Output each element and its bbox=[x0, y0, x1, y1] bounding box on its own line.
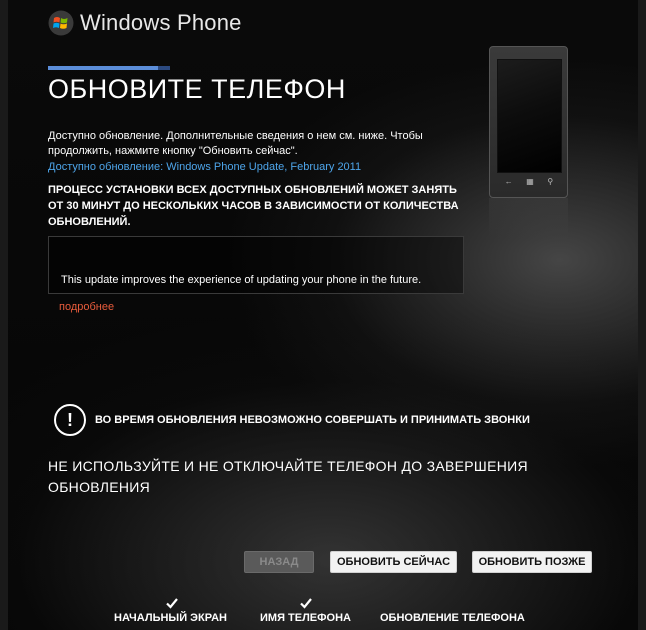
duration-warning: ПРОЦЕСС УСТАНОВКИ ВСЕХ ДОСТУПНЫХ ОБНОВЛЕНИЙ МОЖЕТ ЗАНЯТЬ ОТ 30 МИНУТ ДО НЕСКОЛЬКИХ ЧАСОВ В ЗАВИСИМОСТИ ОТ КОЛИЧЕСТВА ОБНОВЛЕНИЙ. bbox=[48, 184, 459, 228]
window-border-right bbox=[638, 0, 646, 630]
update-available-link[interactable]: Доступно обновление: Windows Phone Update, February 2011 bbox=[48, 161, 362, 173]
search-icon: ⚲ bbox=[547, 177, 554, 186]
step-phone-name: ИМЯ ТЕЛЕФОНА bbox=[260, 612, 351, 624]
window-border-left bbox=[0, 0, 8, 630]
phone-screen bbox=[497, 59, 562, 173]
phone-illustration bbox=[489, 46, 568, 198]
step-home-screen: НАЧАЛЬНЫЙ ЭКРАН bbox=[114, 612, 227, 624]
step-phone-update: ОБНОВЛЕНИЕ ТЕЛЕФОНА bbox=[380, 612, 525, 624]
progress-steps bbox=[0, 596, 646, 630]
accent-bar bbox=[48, 66, 158, 70]
call-alert bbox=[54, 404, 530, 436]
update-info-box bbox=[48, 236, 464, 294]
exclamation-circle-icon: ! bbox=[54, 404, 86, 436]
page-title: ОБНОВИТЕ ТЕЛЕФОН bbox=[48, 74, 346, 104]
windows-phone-logo bbox=[48, 10, 242, 36]
accent-bar-secondary bbox=[158, 66, 170, 70]
update-info-text: This update improves the experience of updating your phone in the future. bbox=[61, 274, 422, 286]
brand-name: Windows Phone bbox=[80, 10, 242, 35]
update-description: Доступно обновление. Дополнительные сведения о нем см. ниже. Чтобы продолжить, нажмите кнопку "Обновить сейчас". bbox=[48, 130, 423, 157]
update-later-button[interactable]: ОБНОВИТЬ ПОЗЖЕ bbox=[472, 551, 592, 573]
update-now-button[interactable]: ОБНОВИТЬ СЕЙЧАС bbox=[330, 551, 457, 573]
checkmark-icon bbox=[299, 596, 313, 610]
phone-hardware-keys bbox=[498, 177, 560, 189]
more-details-link[interactable]: подробнее bbox=[59, 301, 115, 313]
phone-reflection bbox=[489, 198, 568, 238]
checkmark-icon bbox=[165, 596, 179, 610]
back-button[interactable]: НАЗАД bbox=[244, 551, 314, 573]
windows-flag-icon bbox=[48, 10, 74, 36]
back-arrow-icon: ← bbox=[504, 177, 513, 186]
do-not-disconnect-warning: НЕ ИСПОЛЬЗУЙТЕ И НЕ ОТКЛЮЧАЙТЕ ТЕЛЕФОН ДО ЗАВЕРШЕНИЯ ОБНОВЛЕНИЯ bbox=[48, 458, 528, 495]
windows-key-icon: ▦ bbox=[526, 177, 534, 186]
call-alert-text: ВО ВРЕМЯ ОБНОВЛЕНИЯ НЕВОЗМОЖНО СОВЕРШАТЬ И ПРИНИМАТЬ ЗВОНКИ bbox=[95, 414, 530, 426]
